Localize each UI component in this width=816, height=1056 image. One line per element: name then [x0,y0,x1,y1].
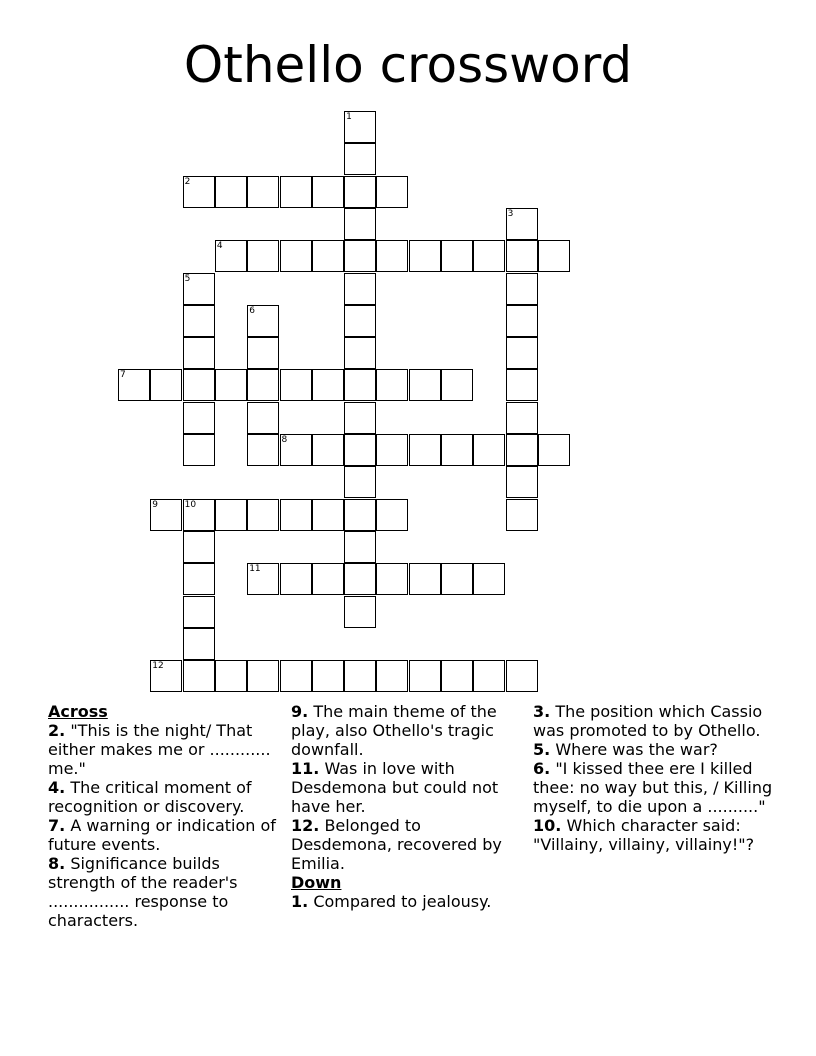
grid-cell[interactable] [344,273,376,305]
grid-cell[interactable] [441,660,473,692]
grid-cell[interactable] [376,660,408,692]
clue-number-label: 3 [507,208,514,219]
grid-cell[interactable] [506,305,538,337]
clue-down-1 [291,892,523,911]
clue-across-12 [291,816,523,873]
grid-cell[interactable] [473,660,505,692]
grid-cell[interactable] [215,240,247,272]
grid-cell[interactable] [506,434,538,466]
grid-cell[interactable] [344,208,376,240]
clue-text: "This is the night/ That either makes me or ............ me." [48,721,271,778]
clue-number-label: 11 [249,564,261,575]
grid-cell[interactable] [215,499,247,531]
clue-text: Which character said: "Villainy, villainy, villainy!"? [533,816,755,854]
grid-cell[interactable] [183,563,215,595]
grid-cell[interactable] [247,305,279,337]
grid-cell[interactable] [150,660,182,692]
grid-cell[interactable] [312,499,344,531]
clue-text: Was in love with Desdemona but could not have her. [291,759,499,816]
grid-cell[interactable] [344,660,376,692]
grid-cell[interactable] [376,240,408,272]
grid-cell[interactable] [183,531,215,563]
grid-cell[interactable] [409,434,441,466]
grid-cell[interactable] [344,563,376,595]
clue-text: "I kissed thee ere I killed thee: no way but this, / Killing myself, to die upon a .........." [533,759,773,816]
grid-cell[interactable] [506,240,538,272]
grid-cell[interactable] [150,499,182,531]
clue-text: The position which Cassio was promoted to by Othello. [533,702,763,740]
grid-cell[interactable] [183,628,215,660]
grid-cell[interactable] [409,660,441,692]
clue-number: 11. [291,759,320,778]
grid-cell[interactable] [344,466,376,498]
clue-across-7 [48,816,284,854]
grid-cell[interactable] [280,240,312,272]
across-heading: Across [48,702,108,721]
grid-cell[interactable] [183,660,215,692]
grid-cell[interactable] [312,369,344,401]
clue-number: 10. [533,816,562,835]
clue-number: 6. [533,759,551,778]
grid-cell[interactable] [280,499,312,531]
grid-cell[interactable] [344,434,376,466]
clue-text: Where was the war? [555,740,718,759]
grid-cell[interactable] [183,273,215,305]
grid-cell[interactable] [247,434,279,466]
clue-number-label: 9 [152,499,159,510]
clue-across-2 [48,721,284,778]
grid-cell[interactable] [247,402,279,434]
clue-text: A warning or indication of future events. [48,816,276,854]
grid-cell[interactable] [506,369,538,401]
clue-number-label: 2 [184,176,191,187]
grid-cell[interactable] [441,434,473,466]
grid-cell[interactable] [441,240,473,272]
grid-cell[interactable] [150,369,182,401]
grid-cell[interactable] [506,337,538,369]
clue-number: 5. [533,740,551,759]
grid-cell[interactable] [441,369,473,401]
grid-cell[interactable] [344,176,376,208]
grid-cell[interactable] [247,240,279,272]
clue-number-label: 7 [120,370,126,381]
grid-cell[interactable] [312,434,344,466]
grid-cell[interactable] [183,402,215,434]
clue-number: 1. [291,892,309,911]
clue-number-label: 10 [184,499,197,510]
clue-down-5 [533,740,773,759]
clue-number-label: 6 [249,305,255,316]
clue-number-label: 1 [346,112,352,122]
grid-cell[interactable] [344,402,376,434]
grid-cell[interactable] [538,434,570,466]
clue-across-8 [48,854,284,930]
clues-column-1 [48,702,284,930]
grid-cell[interactable] [280,176,312,208]
clue-number: 8. [48,854,66,873]
grid-cell[interactable] [473,434,505,466]
grid-cell[interactable] [247,660,279,692]
down-heading: Down [291,873,342,892]
grid-cell[interactable] [441,563,473,595]
grid-cell[interactable] [215,369,247,401]
clue-number: 4. [48,778,66,797]
grid-cell[interactable] [376,499,408,531]
clue-text: The main theme of the play, also Othello's tragic downfall. [291,702,497,759]
clue-across-9 [291,702,523,759]
grid-cell[interactable] [506,208,538,240]
grid-cell[interactable] [344,369,376,401]
clue-across-11 [291,759,523,816]
clue-number: 3. [533,702,551,721]
grid-cell[interactable] [376,434,408,466]
clue-text: Compared to jealousy. [313,892,492,911]
grid-cell[interactable] [376,369,408,401]
grid-cell[interactable] [506,273,538,305]
grid-cell[interactable] [247,176,279,208]
grid-cell[interactable] [183,499,215,531]
clue-across-4 [48,778,284,816]
grid-cell[interactable] [506,466,538,498]
grid-cell[interactable] [183,596,215,628]
grid-cell[interactable] [215,660,247,692]
grid-cell[interactable] [247,499,279,531]
grid-cell[interactable] [312,660,344,692]
grid-cell[interactable] [280,434,312,466]
grid-cell[interactable] [344,499,376,531]
grid-cell[interactable] [409,240,441,272]
grid-cell[interactable] [247,369,279,401]
clue-text: Significance builds strength of the reader's ................ response to characters. [48,854,238,930]
clue-number-label: 4 [216,241,223,252]
grid-cell[interactable] [344,143,376,175]
grid-cell[interactable] [506,660,538,692]
grid-cell[interactable] [344,596,376,628]
clues-column-3 [533,702,773,854]
grid-cell[interactable] [247,337,279,369]
grid-cell[interactable] [183,434,215,466]
grid-cell[interactable] [473,240,505,272]
clue-number-label: 5 [184,273,191,284]
clue-number: 12. [291,816,320,835]
grid-cell[interactable] [473,563,505,595]
grid-cell[interactable] [344,111,376,143]
grid-cell[interactable] [409,563,441,595]
clue-text: Belonged to Desdemona, recovered by Emilia. [291,816,502,873]
grid-cell[interactable] [312,176,344,208]
grid-cell[interactable] [409,369,441,401]
grid-cell[interactable] [538,240,570,272]
grid-cell[interactable] [344,337,376,369]
clue-number: 2. [48,721,66,740]
page-title: Othello crossword [183,36,633,94]
grid-cell[interactable] [280,369,312,401]
grid-cell[interactable] [344,305,376,337]
grid-cell[interactable] [506,499,538,531]
grid-cell[interactable] [247,563,279,595]
clue-number: 7. [48,816,66,835]
clue-down-3 [533,702,773,740]
grid-cell[interactable] [312,240,344,272]
grid-cell[interactable] [183,369,215,401]
grid-cell[interactable] [376,563,408,595]
grid-cell[interactable] [280,660,312,692]
grid-cell[interactable] [344,240,376,272]
clue-down-10 [533,816,773,854]
grid-cell[interactable] [344,531,376,563]
clue-down-6 [533,759,773,816]
grid-cell[interactable] [506,402,538,434]
clue-number-label: 8 [281,435,288,445]
grid-cell[interactable] [183,305,215,337]
grid-cell[interactable] [183,176,215,208]
clue-text: The critical moment of recognition or discovery. [48,778,252,816]
grid-cell[interactable] [280,563,312,595]
clue-number: 9. [291,702,309,721]
grid-cell[interactable] [215,176,247,208]
grid-cell[interactable] [312,563,344,595]
grid-cell[interactable] [183,337,215,369]
clue-number-label: 12 [152,661,164,672]
clues-column-2 [291,702,523,911]
grid-cell[interactable] [376,176,408,208]
grid-cell[interactable] [118,369,150,401]
